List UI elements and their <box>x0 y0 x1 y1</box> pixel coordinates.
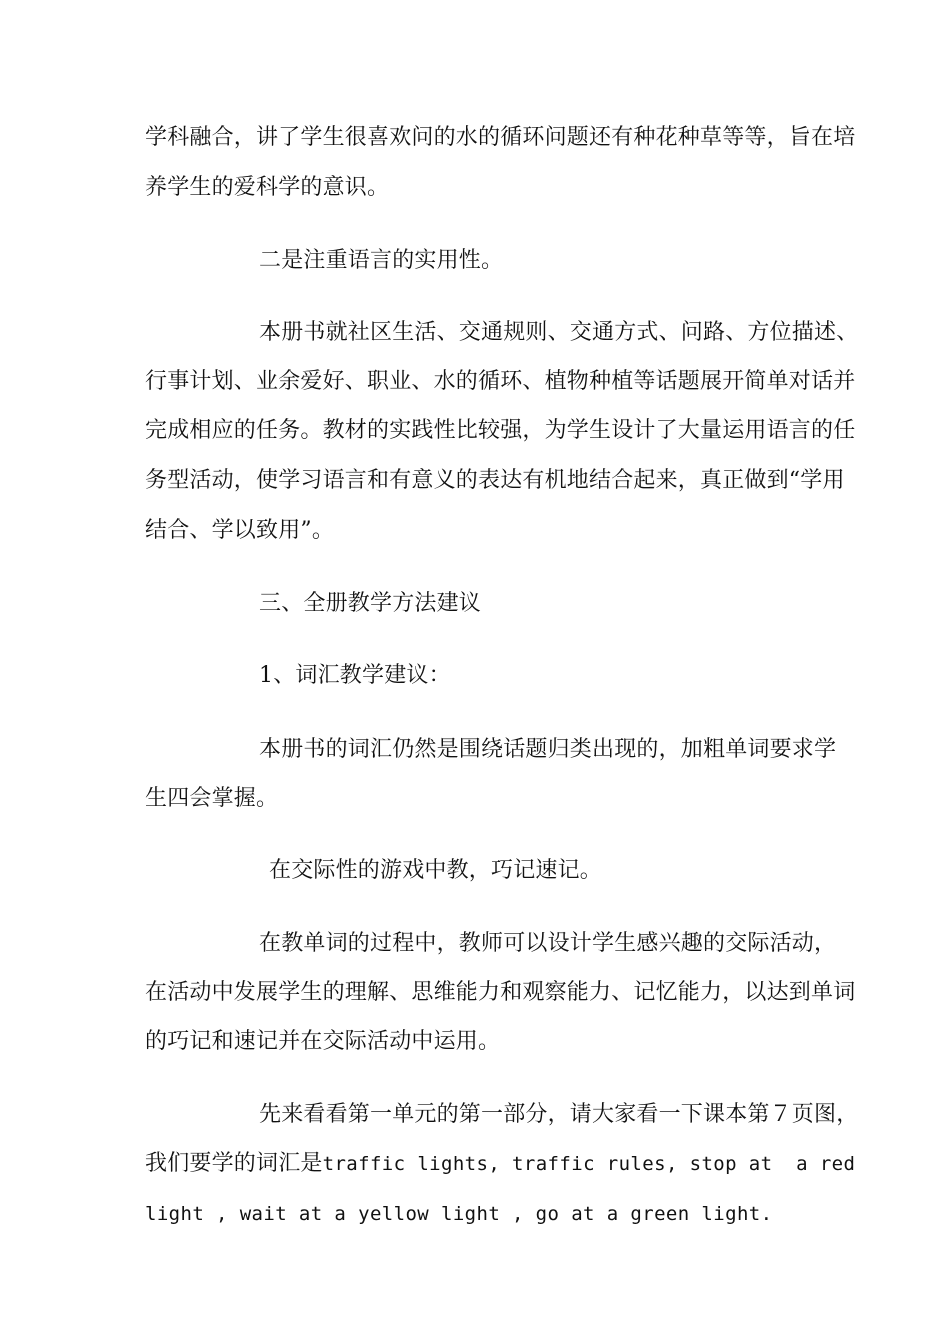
paragraph-line: 在活动中发展学生的理解、思维能力和观察能力、记忆能力，以达到单词 <box>145 980 856 1005</box>
section-heading: 二是注重语言的实用性。 <box>259 248 504 273</box>
section-heading: 三、全册教学方法建议 <box>259 591 482 616</box>
paragraph-line: 结合、学以致用”。 <box>145 518 335 543</box>
paragraph-line: 生四会掌握。 <box>145 786 279 811</box>
paragraph-line: 本册书就社区生活、交通规则、交通方式、问路、方位描述、 <box>259 320 859 345</box>
vocabulary-phrase: traffic lights, traffic rules, stop at a red <box>322 1153 856 1175</box>
paragraph-line: 行事计划、业余爱好、职业、水的循环、植物种植等话题展开简单对话并 <box>145 369 856 394</box>
line-prefix: 我们要学的词汇是 <box>145 1151 323 1176</box>
paragraph-line: 在教单词的过程中，教师可以设计学生感兴趣的交际活动， <box>259 931 837 956</box>
paragraph-line: 学科融合，讲了学生很喜欢问的水的循环问题还有种花种草等等，旨在培 <box>145 125 856 150</box>
paragraph-line: 在交际性的游戏中教，巧记速记。 <box>269 858 603 883</box>
subsection-heading: 1、词汇教学建议： <box>259 663 451 688</box>
vocabulary-phrase: light , wait at a yellow light , go at a green light. <box>145 1203 773 1225</box>
paragraph-line: 养学生的爱科学的意识。 <box>145 175 390 200</box>
paragraph-line: 完成相应的任务。教材的实践性比较强，为学生设计了大量运用语言的任 <box>145 418 856 443</box>
paragraph-line: 务型活动，使学习语言和有意义的表达有机地结合起来，真正做到“学用 <box>145 468 845 493</box>
paragraph-line: 本册书的词汇仍然是围绕话题归类出现的，加粗单词要求学 <box>259 737 837 762</box>
paragraph-line: 先来看看第一单元的第一部分，请大家看一下课本第７页图， <box>259 1102 859 1127</box>
paragraph-line: 的巧记和速记并在交际活动中运用。 <box>145 1029 501 1054</box>
paragraph-line-mixed <box>145 1147 856 1181</box>
